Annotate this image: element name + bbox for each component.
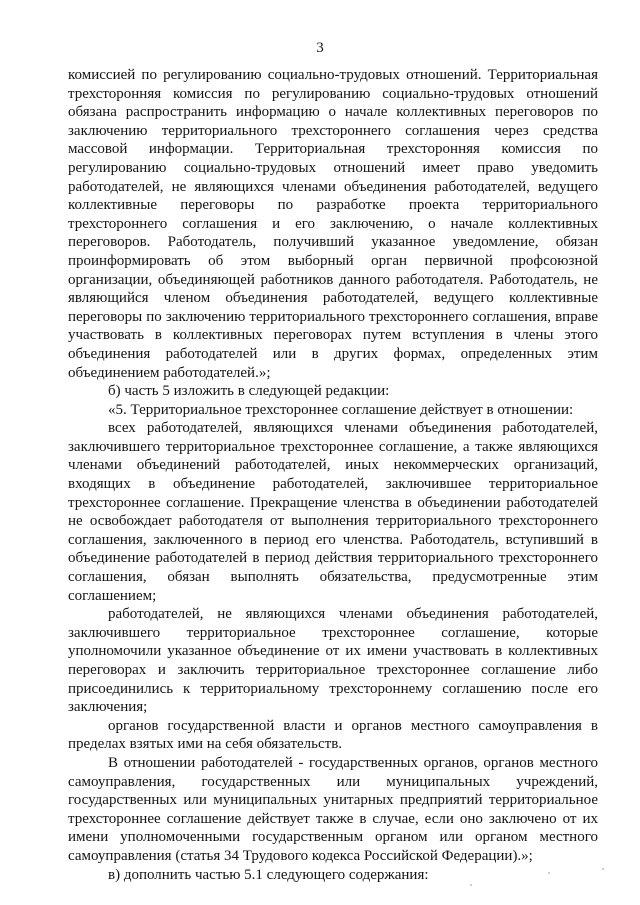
paragraph-item-b: б) часть 5 изложить в следующей редакции:	[108, 383, 390, 400]
paragraph-non-member-employers: работодателей, не являющихся членами объединения работодателей, заключившего территориальное трехстороннее соглашение, которые уполномочили указанное объединение от их имени участвовать в коллективных переговорах и заключить территориальное трехстороннее соглашение либо присоединились к территориальному трехстороннему соглашению после его заключения;	[68, 606, 598, 716]
scan-speck	[470, 884, 472, 886]
scan-speck	[602, 868, 604, 870]
paragraph-all-employers: всех работодателей, являющихся членами объединения работодателей, заключившего территориальное трехстороннее соглашение, а также являющихся членами объединений работодателей, иных некоммерческих организаций, входящих в объединение работодателей, заключившее территориальное трехстороннее соглашение. Прекращение членства в объединении работодателей не освобождает работодателя от выполнения территориального трехстороннего соглашения, заключенного в период его членства. Работодатель, вступивший в объединение работодателей в период действия территориального трехстороннего соглашения, обязан выполнять обязательства, предусмотренные этим соглашением;	[68, 420, 598, 604]
paragraph-state-employers: В отношении работодателей - государственных органов, органов местного самоуправления, государственных или муниципальных учреждений, государственных или муниципальных унитарных предприятий территориальное трехстороннее соглашение действует также в случае, если оно заключено от их имени уполномоченными государственным органом или органом местного самоуправления (статья 34 Трудового кодекса Российской Федерации).»;	[68, 754, 598, 864]
paragraph-item-v: в) дополнить частью 5.1 следующего содержания:	[108, 866, 429, 883]
scan-speck	[548, 872, 550, 874]
body-text	[68, 66, 598, 884]
paragraph-commission-info: комиссией по регулированию социально-трудовых отношений. Территориальная трехсторонняя комиссия по регулированию социально-трудовых отношений обязана распространить информацию о начале коллективных переговоров по заключению территориального трехстороннего соглашения через средства массовой информации. Территориальная трехсторонняя комиссия по регулированию социально-трудовых отношений имеет право уведомить работодателей, не являющихся членами объединения работодателей, ведущего коллективные переговоры по разработке проекта территориального трехстороннего соглашения и его заключению, о начале коллективных переговоров. Работодатель, получивший указанное уведомление, обязан проинформировать об этом выборный орган первичной профсоюзной организации, объединяющей работников данного работодателя. Работодатель, не являющийся членом объединения работодателей, ведущего коллективные переговоры по заключению территориального трехстороннего соглашения, вправе участвовать в коллективных переговорах путем вступления в члены этого объединения работодателей или в других формах, определенных этим объединением работодателей.»;	[68, 67, 598, 381]
page-number: 3	[316, 40, 324, 56]
paragraph-state-authorities: органов государственной власти и органов местного самоуправления в пределах взятых ими на себя обязательств.	[68, 717, 598, 753]
paragraph-part-5: «5. Территориальное трехстороннее соглашение действует в отношении:	[108, 401, 574, 418]
